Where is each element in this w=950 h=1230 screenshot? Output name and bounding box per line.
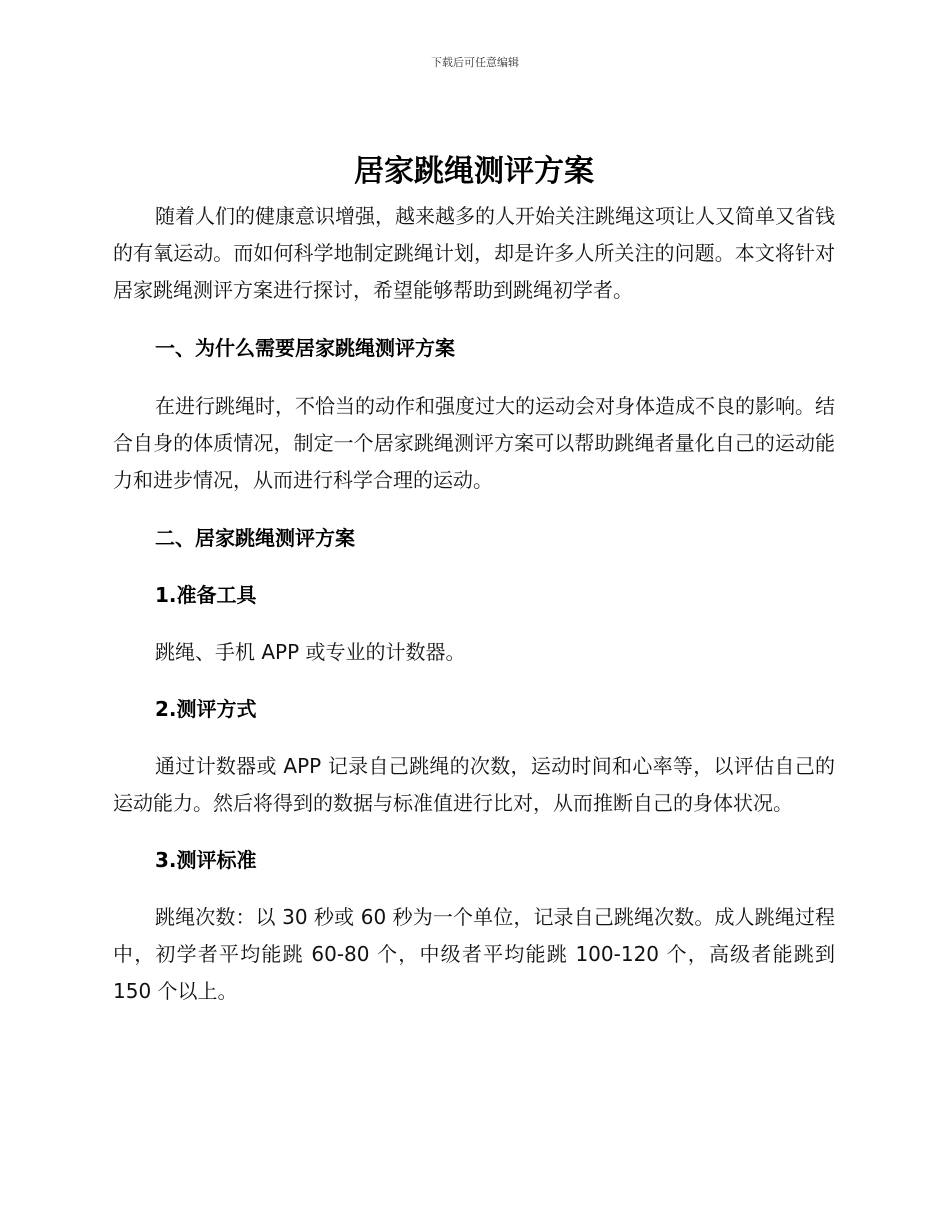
spacer bbox=[113, 614, 835, 634]
document-page bbox=[113, 148, 835, 1010]
subsection-3-body: 跳绳次数：以 30 秒或 60 秒为一个单位，记录自己跳绳次数。成人跳绳过程中，初学者平均能跳 60-80 个，中级者平均能跳 100-120 个，高级者能跳到 150 个以上。 bbox=[113, 905, 835, 1003]
header-note: 下载后可任意编辑 bbox=[431, 56, 519, 69]
spacer bbox=[113, 309, 835, 330]
spacer bbox=[113, 671, 835, 691]
intro-paragraph: 随着人们的健康意识增强，越来越多的人开始关注跳绳这项让人又简单又省钱的有氧运动。而如何科学地制定跳绳计划，却是许多人所关注的问题。本文将针对居家跳绳测评方案进行探讨，希望能够帮助到跳绳初学者。 bbox=[113, 204, 835, 302]
subsection-1-body: 跳绳、手机 APP 或专业的计数器。 bbox=[155, 640, 466, 664]
subsection-2-body: 通过计数器或 APP 记录自己跳绳的次数，运动时间和心率等，以评估自己的运动能力。然后将得到的数据与标准值进行比对，从而推断自己的身体状况。 bbox=[113, 754, 835, 815]
spacer bbox=[113, 879, 835, 899]
spacer bbox=[113, 557, 835, 577]
spacer bbox=[113, 728, 835, 748]
section-1-heading: 一、为什么需要居家跳绳测评方案 bbox=[155, 336, 455, 360]
section-2-heading: 二、居家跳绳测评方案 bbox=[155, 526, 355, 550]
subsection-1-heading: 1.准备工具 bbox=[155, 583, 257, 607]
subsection-3-heading: 3.测评标准 bbox=[155, 848, 257, 872]
section-1-body: 在进行跳绳时，不恰当的动作和强度过大的运动会对身体造成不良的影响。结合自身的体质情况，制定一个居家跳绳测评方案可以帮助跳绳者量化自己的运动能力和进步情况，从而进行科学合理的运动。 bbox=[113, 394, 835, 492]
subsection-2-heading: 2.测评方式 bbox=[155, 697, 257, 721]
spacer bbox=[113, 822, 835, 842]
spacer bbox=[113, 499, 835, 520]
document-title: 居家跳绳测评方案 bbox=[354, 154, 594, 189]
spacer bbox=[113, 367, 835, 388]
